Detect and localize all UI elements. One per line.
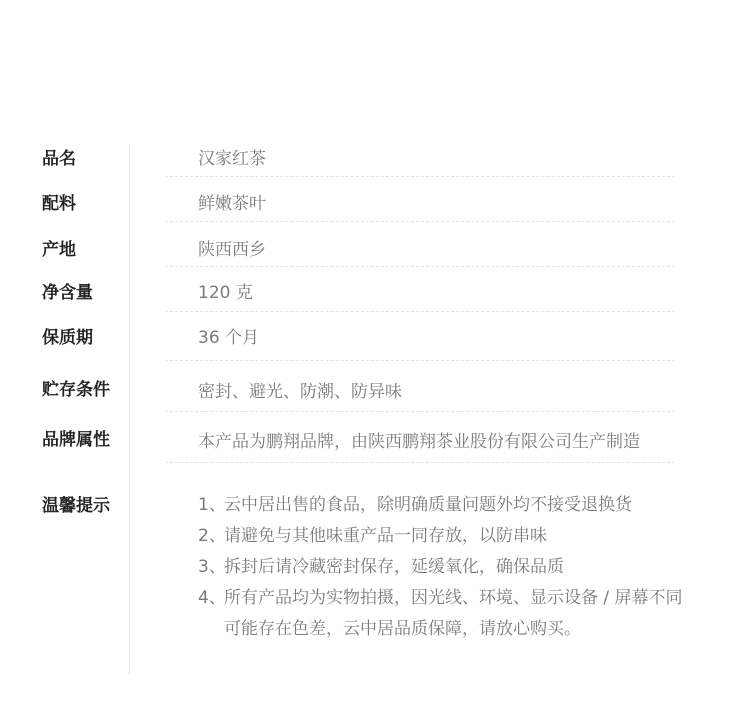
label-origin: 产地 bbox=[42, 240, 76, 260]
label-net-weight: 净含量 bbox=[42, 283, 93, 303]
label-shelf-life: 保质期 bbox=[42, 328, 93, 348]
label-storage: 贮存条件 bbox=[42, 380, 110, 400]
value-origin: 陕西西乡 bbox=[198, 240, 266, 260]
value-shelf-life: 36 个月 bbox=[198, 328, 260, 348]
value-net-weight: 120 克 bbox=[198, 283, 253, 303]
tip-item: 4、 所有产品均为实物拍摄，因光线、环境、显示设备 / 屏幕不同 可能存在色差，云中居品质保障，请放心购买。 bbox=[198, 588, 683, 639]
value-product-name: 汉家红茶 bbox=[198, 149, 266, 169]
label-brand: 品牌属性 bbox=[42, 430, 110, 450]
row-divider bbox=[165, 266, 675, 267]
value-brand: 本产品为鹏翔品牌，由陕西鹏翔茶业股份有限公司生产制造 bbox=[198, 432, 640, 452]
tip-item: 1、 云中居出售的食品，除明确质量问题外均不接受退换货 bbox=[198, 495, 632, 515]
value-ingredients: 鲜嫩茶叶 bbox=[198, 194, 266, 214]
column-divider bbox=[129, 146, 130, 674]
row-divider bbox=[165, 360, 675, 361]
label-ingredients: 配料 bbox=[42, 194, 76, 214]
row-divider bbox=[165, 176, 675, 177]
value-storage: 密封、避光、防潮、防异味 bbox=[198, 382, 402, 402]
label-tips: 温馨提示 bbox=[42, 496, 110, 516]
row-divider bbox=[165, 462, 675, 463]
row-divider bbox=[165, 221, 675, 222]
tips-list bbox=[198, 490, 718, 645]
label-product-name: 品名 bbox=[42, 149, 76, 169]
row-divider bbox=[165, 311, 675, 312]
row-divider bbox=[165, 411, 675, 412]
tip-item: 2、 请避免与其他味重产品一同存放，以防串味 bbox=[198, 526, 547, 546]
tip-item: 3、 拆封后请冷藏密封保存，延缓氧化，确保品质 bbox=[198, 557, 564, 577]
